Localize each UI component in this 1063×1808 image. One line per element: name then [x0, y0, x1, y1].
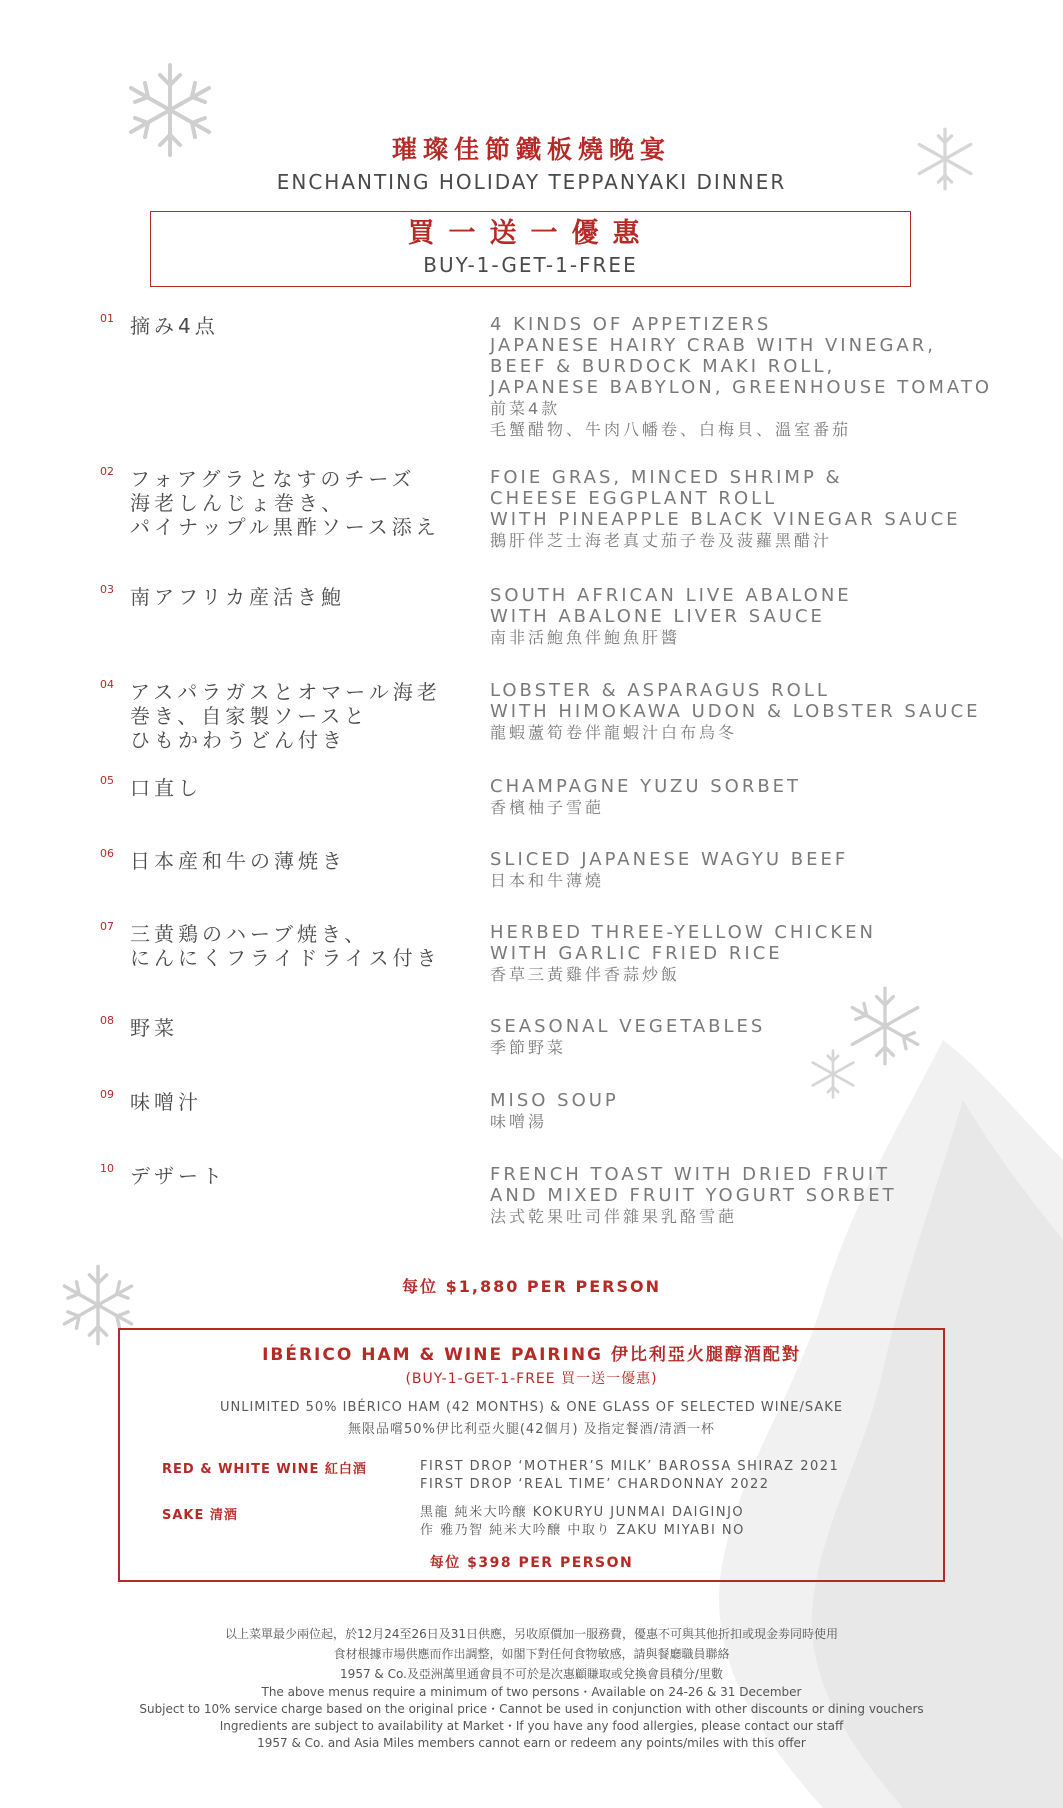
pairing-subtitle: (BUY-1-GET-1-FREE 買一送一優惠): [405, 1371, 658, 1387]
course-english-name: [490, 1090, 619, 1132]
course-english-name: [490, 1164, 897, 1227]
course-english-text: SOUTH AFRICAN LIVE ABALONE WITH ABALONE LIVER SAUCE: [490, 585, 852, 627]
course-chinese-name: 南非活鮑魚伴鮑魚肝醬: [490, 628, 681, 647]
course-number: 07: [100, 920, 114, 933]
course-japanese-name: 三黄鶏のハーブ焼き、 にんにくフライドライス付き: [130, 922, 441, 970]
course-number: 04: [100, 678, 114, 691]
course-chinese-name: 日本和牛薄燒: [490, 871, 605, 890]
course-chinese-name: 法式乾果吐司伴雜果乳酪雪葩: [490, 1207, 738, 1226]
note-english: The above menus require a minimum of two persons・Available on 24-26 & 31 December: [261, 1685, 802, 1699]
course-english-text: SLICED JAPANESE WAGYU BEEF: [490, 849, 849, 870]
course-japanese-name: フォアグラとなすのチーズ 海老しんじょ巻き、 パイナップル黒酢ソース添え: [130, 467, 440, 539]
course-english-name: [490, 1016, 765, 1058]
course-english-text: LOBSTER & ASPARAGUS ROLL WITH HIMOKAWA UDON & LOBSTER SAUCE: [490, 680, 981, 722]
pairing-description-chinese: 無限品嚐50%伊比利亞火腿(42個月) 及指定餐酒/清酒一杯: [347, 1422, 716, 1437]
course-chinese-name: 鵝肝伴芝士海老真丈茄子卷及菠蘿黑醋汁: [490, 531, 833, 550]
course-english-name: [490, 585, 852, 648]
course-english-text: FRENCH TOAST WITH DRIED FRUIT AND MIXED FRUIT YOGURT SORBET: [490, 1164, 897, 1206]
course-number: 05: [100, 774, 114, 787]
course-number: 01: [100, 312, 114, 325]
pairing-description-english: UNLIMITED 50% IBÉRICO HAM (42 MONTHS) & ONE GLASS OF SELECTED WINE/SAKE: [219, 1400, 844, 1415]
course-japanese-name: アスパラガスとオマール海老 巻き、自家製ソースと ひもかわうどん付き: [130, 680, 441, 752]
course-japanese-name: 口直し: [130, 776, 202, 800]
course-english-name: [490, 467, 961, 551]
pairing-offer-box: [118, 1328, 945, 1582]
course-japanese-name: 摘み4点: [130, 314, 219, 338]
promo-banner: [150, 211, 911, 287]
course-english-text: SEASONAL VEGETABLES: [490, 1016, 766, 1037]
set-price: 每位 $1,880 PER PERSON: [402, 1277, 661, 1296]
wine-item: FIRST DROP ‘REAL TIME’ CHARDONNAY 2022: [420, 1477, 770, 1492]
course-number: 10: [100, 1162, 114, 1175]
menu-title-chinese: 璀璨佳節鐵板燒晚宴: [391, 135, 671, 164]
course-number: 02: [100, 465, 114, 478]
promo-english: BUY-1-GET-1-FREE: [423, 253, 638, 277]
course-number: 03: [100, 583, 114, 596]
wine-item: FIRST DROP ‘MOTHER’S MILK’ BAROSSA SHIRAZ 2021: [420, 1459, 840, 1474]
course-japanese-name: 日本産和牛の薄焼き: [130, 849, 346, 873]
course-chinese-name: 季節野菜: [490, 1038, 567, 1057]
course-number: 08: [100, 1014, 114, 1027]
course-english-name: [490, 776, 801, 818]
course-number: 06: [100, 847, 114, 860]
course-chinese-name: 前菜4款 毛蟹醋物、牛肉八幡卷、白梅貝、溫室番茄: [490, 399, 852, 439]
course-japanese-name: 味噌汁: [130, 1090, 202, 1114]
snowflake-icon: [807, 1048, 859, 1100]
course-chinese-name: 味噌湯: [490, 1112, 548, 1131]
course-chinese-name: 龍蝦蘆筍卷伴龍蝦汁白布烏冬: [490, 723, 738, 742]
note-chinese: 以上菜單最少兩位起，於12月24至26日及31日供應，另收原價加一服務費，優惠不可與其他折扣或現金劵同時使用: [224, 1627, 839, 1641]
course-english-text: 4 KINDS OF APPETIZERS JAPANESE HAIRY CRAB WITH VINEGAR, BEEF & BURDOCK MAKI ROLL, JAPANESE BABYLON, GREENHOUSE TOMATO: [490, 314, 993, 398]
pairing-price: 每位 $398 PER PERSON: [429, 1555, 634, 1571]
note-english: Subject to 10% service charge based on the original price・Cannot be used in conjunction with other discounts or dining vouchers: [139, 1702, 924, 1716]
pairing-title: IBÉRICO HAM & WINE PAIRING 伊比利亞火腿醇酒配對: [262, 1345, 801, 1365]
course-english-name: [490, 680, 981, 743]
course-english-name: [490, 849, 848, 891]
menu-title-english: ENCHANTING HOLIDAY TEPPANYAKI DINNER: [276, 170, 787, 194]
course-japanese-name: 野菜: [130, 1016, 178, 1040]
course-english-name: [490, 314, 992, 440]
terms-and-conditions: [0, 1624, 1063, 1752]
course-english-name: [490, 922, 876, 985]
note-chinese: 食材根據市場供應而作出調整，如閣下對任何食物敏感，請與餐廳職員聯絡: [333, 1647, 730, 1661]
note-chinese: 1957 & Co.及亞洲萬里通會員不可於是次惠顧賺取或兌換會員積分/里數: [340, 1667, 723, 1681]
sake-item: 黒龍 純米大吟醸 KOKURYU JUNMAI DAIGINJO: [420, 1505, 745, 1520]
course-number: 09: [100, 1088, 114, 1101]
sake-label: SAKE 清酒: [162, 1508, 238, 1523]
course-japanese-name: 南アフリカ産活き鮑: [130, 585, 345, 609]
course-english-text: FOIE GRAS, MINCED SHRIMP & CHEESE EGGPLANT ROLL WITH PINEAPPLE BLACK VINEGAR SAUCE: [490, 467, 961, 530]
course-english-text: CHAMPAGNE YUZU SORBET: [490, 776, 802, 797]
sake-item: 作 雅乃智 純米大吟醸 中取り ZAKU MIYABI NO: [420, 1523, 745, 1538]
course-chinese-name: 香檳柚子雪葩: [490, 798, 605, 817]
course-chinese-name: 香草三黃雞伴香蒜炒飯: [490, 965, 681, 984]
course-english-text: MISO SOUP: [490, 1090, 619, 1111]
note-english: Ingredients are subject to availability at Market・If you have any food allergies, please contact our staff: [219, 1719, 844, 1733]
course-japanese-name: デザート: [130, 1164, 226, 1188]
note-english: 1957 & Co. and Asia Miles members cannot earn or redeem any points/miles with this offer: [257, 1736, 806, 1750]
course-english-text: HERBED THREE-YELLOW CHICKEN WITH GARLIC FRIED RICE: [490, 922, 876, 964]
promo-chinese: 買一送一優惠: [407, 218, 654, 249]
wine-label: RED & WHITE WINE 紅白酒: [162, 1462, 367, 1477]
